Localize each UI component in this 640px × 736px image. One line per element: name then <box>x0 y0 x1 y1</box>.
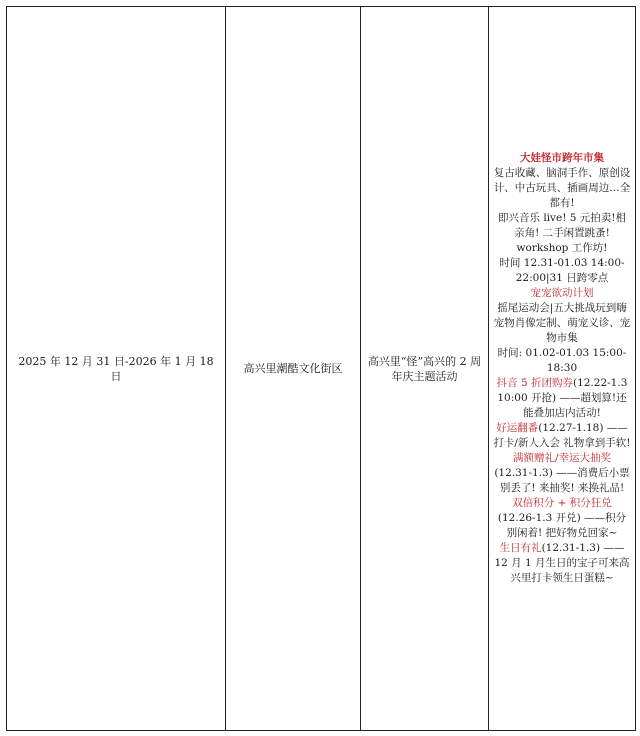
schedule-table <box>6 6 636 731</box>
birthday-desc: (12.31-1.3) ——12 月 1 月生日的宝子可来高兴里打卡领生日蛋糕~ <box>494 542 630 584</box>
draw-desc: (12.31-1.3) ——消费后小票别丢了! 来抽奖! 来换礼品! <box>494 467 630 494</box>
market-time: 时间 12.31-01.03 14:00-22:00|31 日跨零点 <box>499 257 625 284</box>
date-text: 2025 年 12 月 31 日-2026 年 1 月 18 日 <box>18 354 214 383</box>
details-cell <box>489 7 635 730</box>
points-title: 双倍积分 + 积分狂兑 <box>512 497 612 509</box>
details-content <box>493 151 631 586</box>
lucky-desc: (12.27-1.18) ——打卡/新人入会 礼物拿到手软! <box>493 422 631 449</box>
market-title: 大娃怪市跨年市集 <box>520 152 604 164</box>
pet-time: 时间: 01.02-01.03 15:00-18:30 <box>497 347 627 374</box>
date-cell <box>7 7 226 730</box>
douyin-block <box>493 376 631 421</box>
pet-sports: 摇尾运动会|五大挑战玩到嗨 <box>497 302 627 314</box>
pet-title: 宠宠欲动计划 <box>530 287 594 299</box>
birthday-title: 生日有礼 <box>499 542 542 554</box>
market-desc: 复古收藏、脑洞手作、原创设计、中古玩具、插画周边…全都有! <box>493 167 631 209</box>
market-workshop: workshop 工作坊! <box>516 242 608 254</box>
lucky-title: 好运翻番 <box>496 422 539 434</box>
event-text: 高兴里“怪”高兴的 2 周年庆主题活动 <box>367 354 482 383</box>
draw-title: 满额赠礼/幸运大抽奖 <box>512 452 612 464</box>
birthday-block <box>493 541 631 586</box>
douyin-title: 抖音 5 折团购券 <box>496 377 573 389</box>
lucky-block <box>493 421 631 451</box>
market-music: 即兴音乐 live! 5 元拍卖!相亲角! 二手闲置跳蚤! <box>498 212 626 239</box>
douyin-desc: (12.22-1.3 10:00 开抢) ——超划算!还能叠加店内活动! <box>497 377 628 419</box>
event-cell <box>361 7 489 730</box>
location-text: 高兴里潮酷文化街区 <box>243 362 343 375</box>
pet-desc: 宠物肖像定制、萌宠义诊、宠物市集 <box>493 317 631 344</box>
points-desc: (12.26-1.3 开兑) ——积分别闲着! 把好物兑回家~ <box>497 512 627 539</box>
location-cell <box>226 7 361 730</box>
